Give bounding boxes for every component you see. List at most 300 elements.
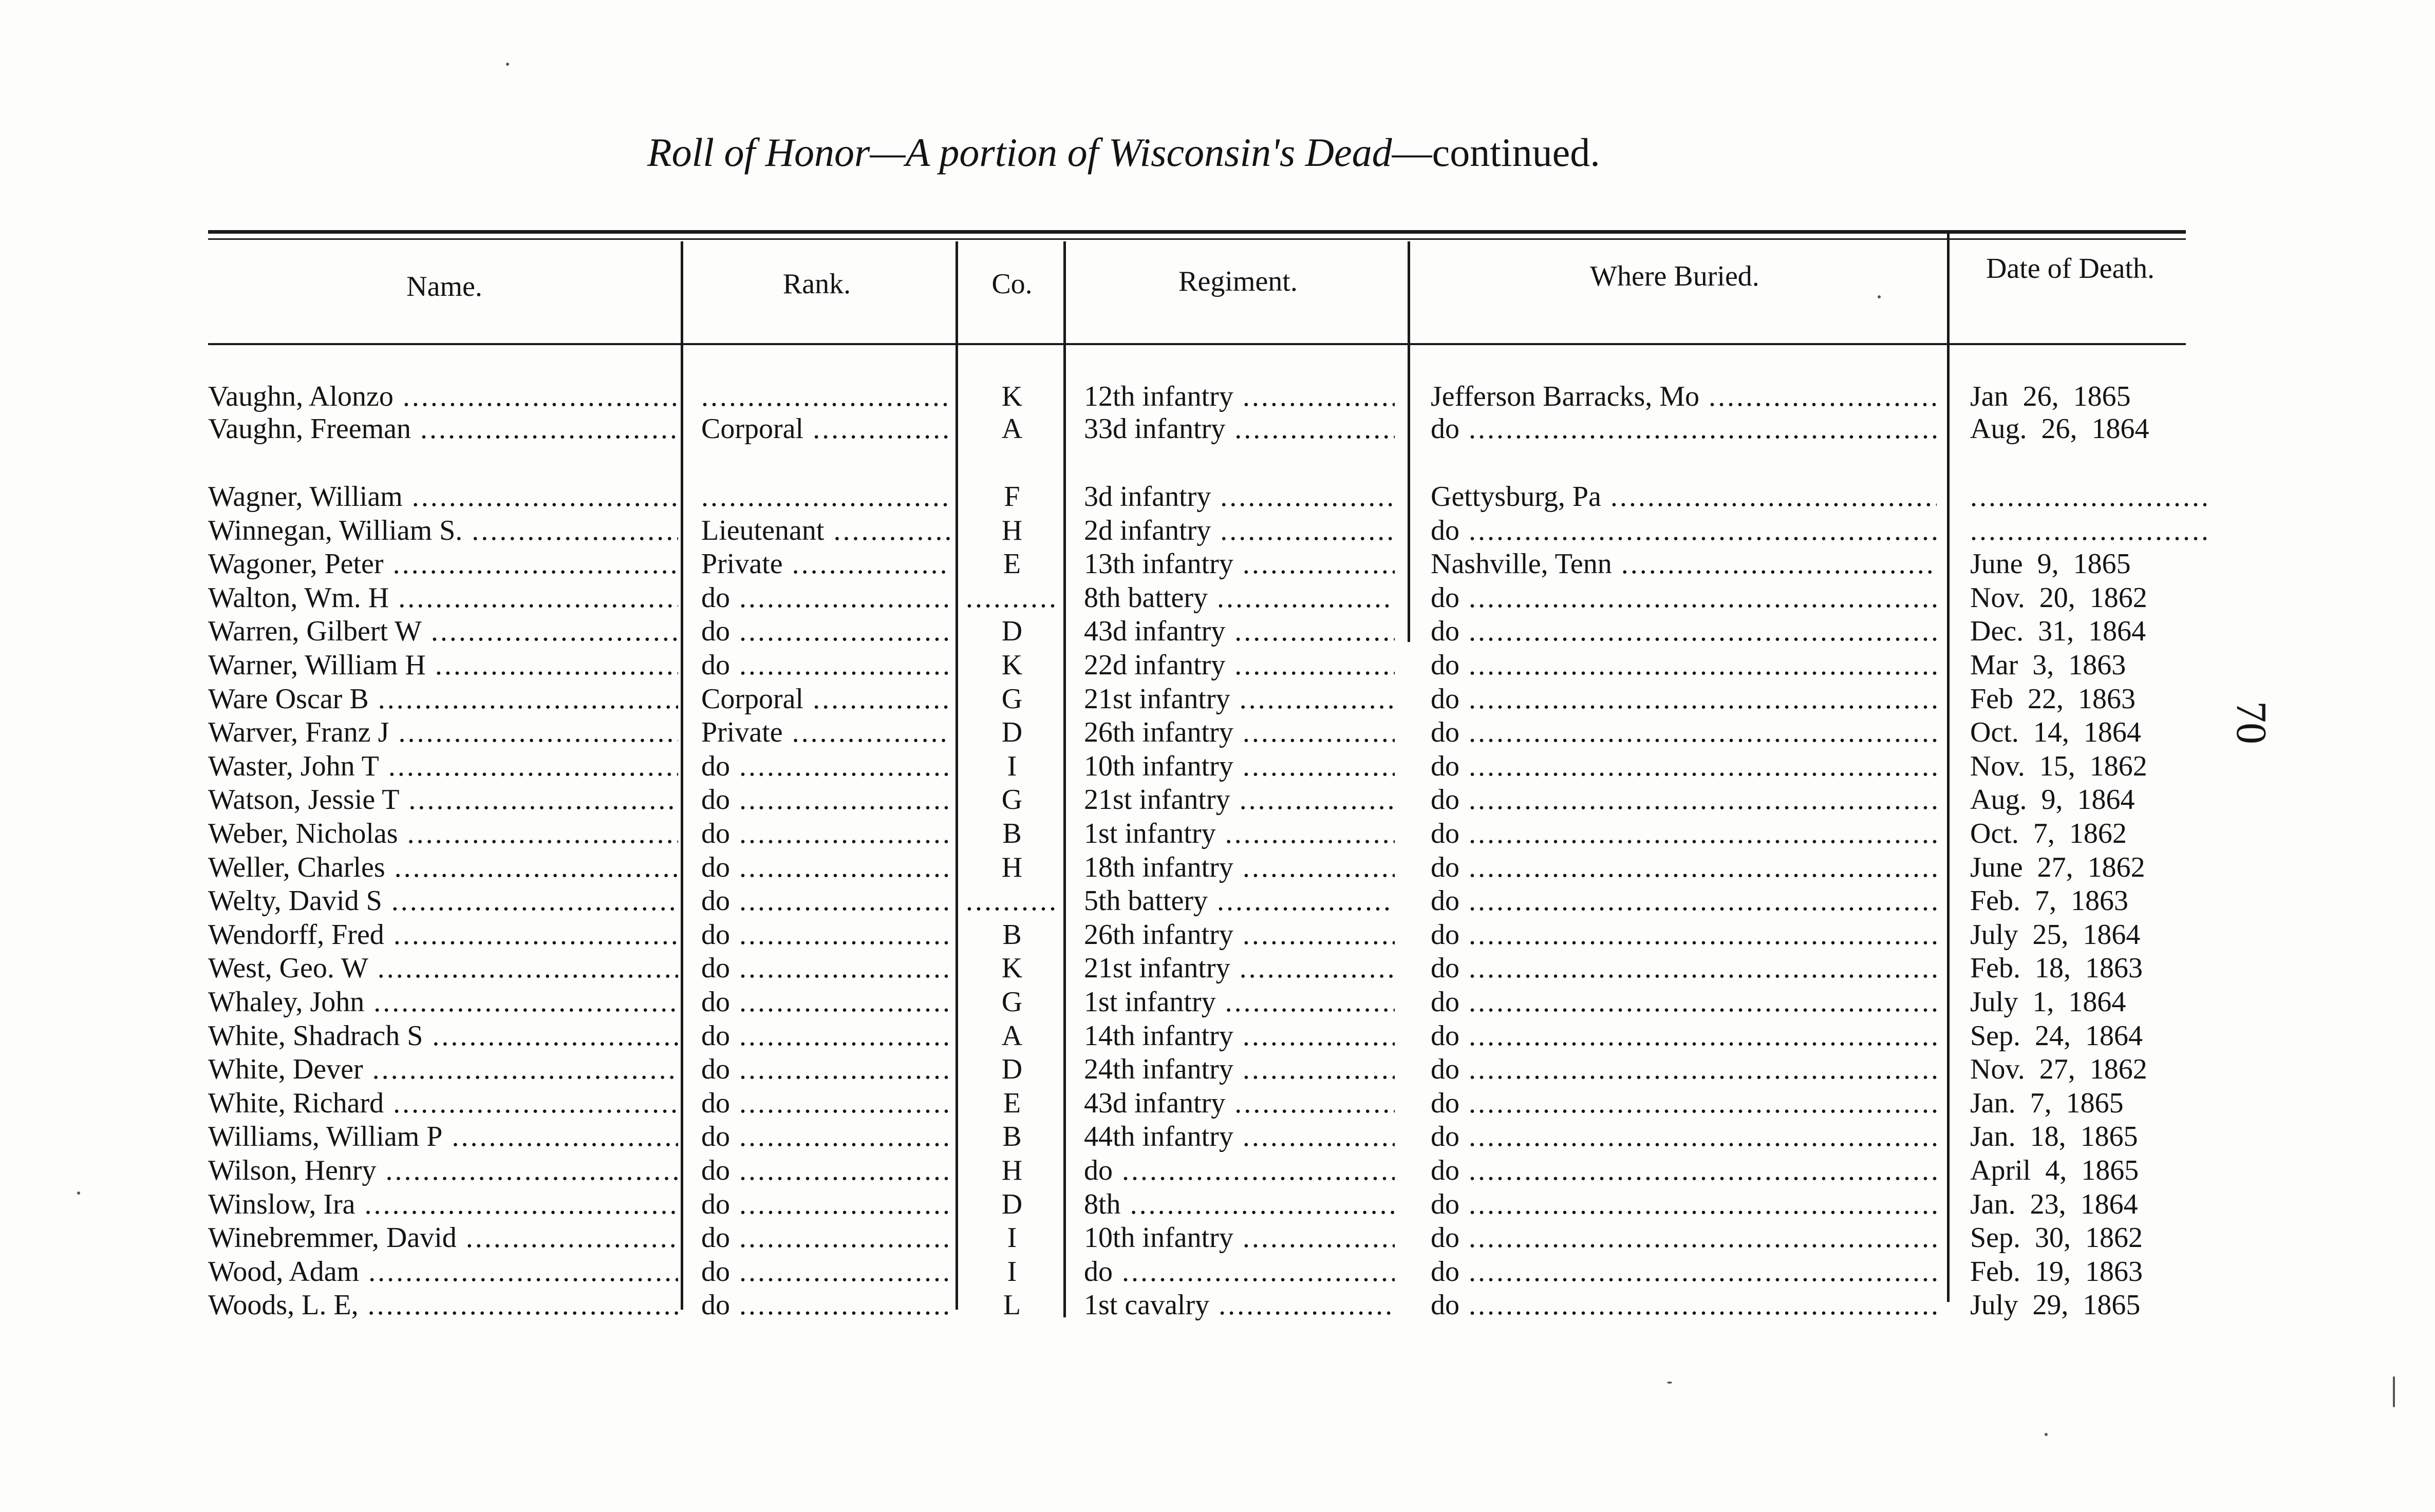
cell-regiment (1074, 918, 1395, 952)
dot-leader (701, 481, 950, 513)
cell-date (1960, 1019, 2206, 1053)
dot-leader (1459, 1222, 1937, 1254)
buried-text: do (1431, 750, 1459, 782)
dot-leader (1459, 818, 1937, 849)
cell-name (208, 817, 678, 850)
dot-leader (1459, 750, 1937, 782)
rank-text: do (701, 1121, 730, 1153)
cell-buried (1420, 1188, 1937, 1221)
dot-leader (1121, 1188, 1395, 1220)
dot-leader (1225, 649, 1395, 681)
rank-text: do (701, 750, 730, 782)
dot-leader (730, 1256, 950, 1288)
header-date-of-death: Date of Death. (1986, 253, 2155, 285)
cell-co (966, 380, 1058, 413)
cell-date (1960, 1221, 2206, 1255)
co-text: B (1002, 818, 1022, 849)
regiment-text: 33d infantry (1084, 413, 1226, 445)
cell-rank (691, 884, 950, 918)
dot-leader (385, 852, 678, 883)
dot-leader (1699, 381, 1937, 412)
regiment-text: 8th (1084, 1188, 1121, 1220)
regiment-text: do (1084, 1155, 1113, 1186)
buried-text: do (1431, 1087, 1459, 1119)
cell-rank (691, 716, 950, 749)
cell-name (208, 952, 678, 985)
header-name: Name. (406, 271, 482, 303)
cell-co (966, 986, 1058, 1019)
co-text: A (1001, 1019, 1023, 1052)
regiment-text: 43d infantry (1084, 615, 1226, 648)
dot-leader (1459, 1188, 1937, 1220)
dot-leader (379, 750, 678, 782)
cell-buried (1420, 1120, 1937, 1154)
cell-buried (1420, 851, 1937, 884)
rank-text: Lieutenant (701, 514, 825, 546)
dot-leader (730, 852, 950, 883)
dot-leader (384, 1087, 678, 1119)
cell-buried (1420, 547, 1937, 581)
cell-rank (691, 649, 950, 682)
cell-rank (691, 480, 950, 514)
name-text: Vaughn, Freeman (208, 413, 411, 445)
cell-buried (1420, 581, 1937, 615)
table-row (0, 380, 2435, 413)
co-text: D (1001, 1053, 1023, 1086)
rank-text: Private (701, 716, 783, 749)
dot-leader (1459, 1121, 1937, 1152)
table-row (0, 884, 2435, 918)
cell-regiment (1074, 1019, 1395, 1053)
co-text: D (1001, 615, 1023, 648)
date-text: Jan 26, 1865 (1970, 381, 2131, 412)
dot-leader (426, 649, 678, 681)
cell-buried (1420, 783, 1937, 817)
name-text: Wilson, Henry (208, 1155, 377, 1186)
regiment-text: 18th infantry (1084, 851, 1233, 883)
cell-rank (691, 1120, 950, 1154)
co-text: G (1001, 986, 1023, 1018)
cell-regiment (1074, 1087, 1395, 1120)
name-text: Warren, Gilbert W (208, 615, 422, 648)
cell-date (1960, 1053, 2206, 1086)
dot-leader (359, 1289, 678, 1321)
name-text: Wendorff, Fred (208, 918, 384, 951)
regiment-text: 22d infantry (1084, 649, 1226, 681)
dot-leader (1209, 1289, 1395, 1321)
cell-co (966, 1154, 1058, 1187)
scan-speck (77, 1192, 80, 1195)
dot-leader (1211, 481, 1395, 513)
dot-leader (1459, 683, 1937, 715)
cell-rank (691, 615, 950, 648)
page-title (647, 130, 1777, 175)
buried-text: do (1431, 1222, 1459, 1254)
dot-leader (730, 1188, 950, 1220)
dot-leader (1233, 548, 1395, 580)
dot-leader (730, 1020, 950, 1052)
cell-rank (691, 1289, 950, 1322)
regiment-text: 1st infantry (1084, 818, 1216, 849)
dot-leader (1225, 1087, 1395, 1119)
cell-buried (1420, 615, 1937, 648)
dot-leader (1459, 716, 1937, 748)
dot-leader (422, 615, 678, 647)
dot-leader (398, 818, 678, 849)
cell-regiment (1074, 1188, 1395, 1221)
rank-text (691, 481, 701, 513)
scan-speck (1667, 1382, 1672, 1384)
cell-buried (1420, 1255, 1937, 1289)
date-text: Nov. 15, 1862 (1970, 750, 2147, 782)
table-row (0, 615, 2435, 648)
dot-leader (1459, 1053, 1937, 1085)
cell-date (1960, 380, 2206, 413)
cell-rank (691, 918, 950, 952)
rank-text: do (701, 581, 730, 614)
name-text: Welty, David S (208, 885, 382, 917)
cell-regiment (1074, 547, 1395, 581)
buried-text: do (1431, 581, 1459, 614)
dot-leader (1459, 413, 1937, 445)
cell-date (1960, 884, 2206, 918)
dot-leader (1459, 515, 1937, 546)
date-text: July 25, 1864 (1970, 918, 2141, 951)
dot-leader (1459, 1256, 1937, 1288)
name-text: Whaley, John (208, 986, 365, 1018)
cell-rank (691, 750, 950, 783)
header-where-buried: Where Buried. (1590, 260, 1759, 292)
cell-date (1960, 783, 2206, 817)
cell-date (1960, 1255, 2206, 1289)
co-text: H (1001, 514, 1023, 546)
dot-leader (730, 986, 950, 1018)
dot-leader (359, 1256, 678, 1288)
dot-leader (1233, 716, 1395, 748)
table-row (0, 649, 2435, 682)
rank-text: do (701, 615, 730, 648)
dot-leader (1459, 885, 1937, 917)
dot-leader (1233, 1121, 1395, 1152)
cell-regiment (1074, 817, 1395, 850)
dot-leader (783, 548, 950, 580)
cell-regiment (1074, 1221, 1395, 1255)
regiment-text: 1st cavalry (1084, 1289, 1210, 1321)
cell-rank (691, 1087, 950, 1120)
cell-co (966, 783, 1058, 817)
name-text: Vaughn, Alonzo (208, 381, 394, 412)
cell-rank (691, 1221, 950, 1255)
cell-co (966, 412, 1058, 446)
buried-text: Nashville, Tenn (1431, 548, 1612, 580)
table-row (0, 1221, 2435, 1255)
cell-date (1960, 480, 2206, 514)
date-text: Sep. 24, 1864 (1970, 1019, 2143, 1052)
buried-text: do (1431, 1019, 1459, 1052)
table-row (0, 952, 2435, 985)
scan-speck (1878, 295, 1881, 298)
table-row (0, 986, 2435, 1019)
cell-co (966, 1188, 1058, 1221)
rank-text: do (701, 784, 730, 816)
date-text: Jan. 7, 1865 (1970, 1087, 2124, 1119)
date-text: Oct. 14, 1864 (1970, 716, 2141, 749)
buried-text: do (1431, 952, 1459, 985)
rank-text: Corporal (701, 683, 804, 715)
dot-leader (701, 381, 950, 412)
dot-leader (730, 649, 950, 681)
table-row (0, 716, 2435, 749)
rank-text (691, 381, 701, 412)
name-text: Weber, Nicholas (208, 818, 398, 849)
cell-name (208, 1019, 678, 1053)
cell-co (966, 1053, 1058, 1086)
regiment-text: 8th battery (1084, 581, 1208, 614)
cell-co (966, 1255, 1058, 1289)
date-text: Feb. 7, 1863 (1970, 885, 2128, 917)
cell-name (208, 986, 678, 1019)
cell-co (966, 547, 1058, 581)
cell-rank (691, 817, 950, 850)
cell-name (208, 514, 678, 547)
dot-leader (1459, 784, 1937, 816)
dot-leader (1233, 750, 1395, 782)
table-row (0, 581, 2435, 615)
name-text: Waster, John T (208, 750, 379, 782)
name-text: White, Shadrach S (208, 1019, 423, 1052)
cell-date (1960, 851, 2206, 884)
cell-buried (1420, 1289, 1937, 1322)
co-text: D (1001, 716, 1023, 749)
date-text: Feb 22, 1863 (1970, 683, 2136, 715)
table-row (0, 1019, 2435, 1053)
dot-leader (1459, 582, 1937, 614)
rank-text: do (701, 851, 730, 883)
rank-text: do (701, 818, 730, 849)
rank-text: Corporal (701, 413, 804, 445)
cell-name (208, 1221, 678, 1255)
dot-leader (1230, 952, 1395, 984)
table-row (0, 547, 2435, 581)
dot-leader (382, 885, 678, 917)
dot-leader (730, 952, 950, 984)
regiment-text: do (1084, 1255, 1113, 1288)
cell-buried (1420, 380, 1937, 413)
date-text: Jan. 23, 1864 (1970, 1188, 2138, 1220)
dot-leader (730, 885, 950, 917)
cell-buried (1420, 480, 1937, 514)
dot-leader (1113, 1256, 1395, 1288)
cell-date (1960, 547, 2206, 581)
cell-buried (1420, 1087, 1937, 1120)
buried-text: do (1431, 615, 1459, 648)
co-text: B (1002, 1121, 1022, 1153)
dot-leader (1233, 919, 1395, 951)
dot-leader (1459, 852, 1937, 883)
co-text: K (1001, 649, 1023, 681)
header-rule (208, 343, 2186, 345)
cell-buried (1420, 1053, 1937, 1086)
name-text: Winslow, Ira (208, 1188, 355, 1220)
cell-date (1960, 514, 2206, 547)
cell-name (208, 615, 678, 648)
cell-date (1960, 1154, 2206, 1187)
dot-leader (730, 919, 950, 951)
regiment-text: 24th infantry (1084, 1053, 1233, 1086)
rank-text: do (701, 1155, 730, 1186)
dot-leader (1211, 515, 1395, 546)
cell-name (208, 380, 678, 413)
scan-speck (506, 63, 509, 66)
cell-name (208, 480, 678, 514)
dot-leader (803, 683, 950, 715)
cell-buried (1420, 884, 1937, 918)
dot-leader (730, 818, 950, 849)
table-row (0, 1120, 2435, 1154)
cell-regiment (1074, 851, 1395, 884)
buried-text: do (1431, 986, 1459, 1018)
cell-rank (691, 986, 950, 1019)
cell-buried (1420, 918, 1937, 952)
cell-regiment (1074, 1120, 1395, 1154)
buried-text: do (1431, 1053, 1459, 1086)
date-text: June 9, 1865 (1970, 548, 2131, 580)
co-text: D (1001, 1188, 1023, 1220)
regiment-text: 26th infantry (1084, 716, 1233, 749)
rank-text: do (701, 1188, 730, 1220)
cell-co (966, 1087, 1058, 1120)
dot-leader (1601, 481, 1937, 513)
cell-rank (691, 514, 950, 547)
cell-regiment (1074, 1053, 1395, 1086)
cell-regiment (1074, 380, 1395, 413)
table-row (0, 750, 2435, 783)
co-text: K (1001, 952, 1023, 985)
name-text: Warner, William H (208, 649, 426, 681)
dot-leader (1970, 515, 2206, 546)
scan-speck (2393, 1376, 2395, 1407)
cell-regiment (1074, 412, 1395, 446)
cell-rank (691, 581, 950, 615)
cell-rank (691, 851, 950, 884)
cell-buried (1420, 986, 1937, 1019)
regiment-text: 10th infantry (1084, 1222, 1233, 1254)
dot-leader (1216, 818, 1395, 849)
rank-text: do (701, 649, 730, 681)
dot-leader (369, 683, 678, 715)
dot-leader (1459, 1155, 1937, 1186)
cell-regiment (1074, 615, 1395, 648)
dot-leader (730, 1289, 950, 1321)
co-text: A (1001, 413, 1023, 445)
dot-leader (1113, 1155, 1395, 1186)
regiment-text: 12th infantry (1084, 381, 1233, 412)
table-row (0, 480, 2435, 514)
rank-text: do (701, 1053, 730, 1086)
cell-co (966, 581, 1058, 615)
dot-leader (1233, 1053, 1395, 1085)
cell-buried (1420, 1154, 1937, 1187)
co-text: I (1007, 750, 1017, 782)
buried-text: do (1431, 885, 1459, 917)
co-text: E (1003, 1087, 1021, 1119)
cell-rank (691, 1154, 950, 1187)
date-text: Aug. 9, 1864 (1970, 784, 2135, 816)
cell-co (966, 649, 1058, 682)
cell-rank (691, 683, 950, 716)
buried-text: do (1431, 514, 1459, 546)
cell-co (966, 918, 1058, 952)
dot-leader (966, 582, 1058, 614)
co-text: L (1003, 1289, 1021, 1321)
date-text: July 29, 1865 (1970, 1289, 2141, 1321)
date-text: Mar 3, 1863 (1970, 649, 2126, 681)
cell-buried (1420, 683, 1937, 716)
buried-text: do (1431, 1255, 1459, 1288)
cell-rank (691, 547, 950, 581)
rank-text: do (701, 1019, 730, 1052)
regiment-text: 43d infantry (1084, 1087, 1226, 1119)
dot-leader (730, 1222, 950, 1254)
table-row (0, 1289, 2435, 1322)
header-regiment: Regiment. (1178, 266, 1298, 297)
cell-buried (1420, 649, 1937, 682)
date-text: Nov. 27, 1862 (1970, 1053, 2147, 1086)
cell-date (1960, 615, 2206, 648)
date-text: June 27, 1862 (1970, 851, 2145, 883)
cell-name (208, 1120, 678, 1154)
date-text: Dec. 31, 1864 (1970, 615, 2146, 648)
cell-name (208, 750, 678, 783)
buried-text: do (1431, 818, 1459, 849)
cell-co (966, 750, 1058, 783)
dot-leader (399, 784, 678, 816)
name-text: White, Dever (208, 1053, 363, 1086)
cell-name (208, 683, 678, 716)
dot-leader (1225, 413, 1395, 445)
dot-leader (1233, 852, 1395, 883)
cell-date (1960, 986, 2206, 1019)
name-text: Wagoner, Peter (208, 548, 384, 580)
top-rule-thick (208, 230, 2186, 234)
buried-text: do (1431, 1121, 1459, 1153)
dot-leader (1459, 1087, 1937, 1119)
cell-co (966, 1289, 1058, 1322)
dot-leader (1459, 952, 1937, 984)
cell-name (208, 783, 678, 817)
dot-leader (730, 784, 950, 816)
cell-co (966, 683, 1058, 716)
dot-leader (1459, 919, 1937, 951)
table-row (0, 851, 2435, 884)
cell-regiment (1074, 649, 1395, 682)
cell-date (1960, 817, 2206, 850)
cell-co (966, 884, 1058, 918)
cell-buried (1420, 412, 1937, 446)
dot-leader (389, 582, 678, 614)
cell-name (208, 649, 678, 682)
rank-text: do (701, 918, 730, 951)
cell-date (1960, 918, 2206, 952)
dot-leader (1230, 784, 1395, 816)
regiment-text: 21st infantry (1084, 784, 1230, 816)
buried-text: do (1431, 649, 1459, 681)
cell-buried (1420, 750, 1937, 783)
table-row (0, 918, 2435, 952)
cell-co (966, 1221, 1058, 1255)
dot-leader (376, 1155, 678, 1186)
buried-text: do (1431, 851, 1459, 883)
